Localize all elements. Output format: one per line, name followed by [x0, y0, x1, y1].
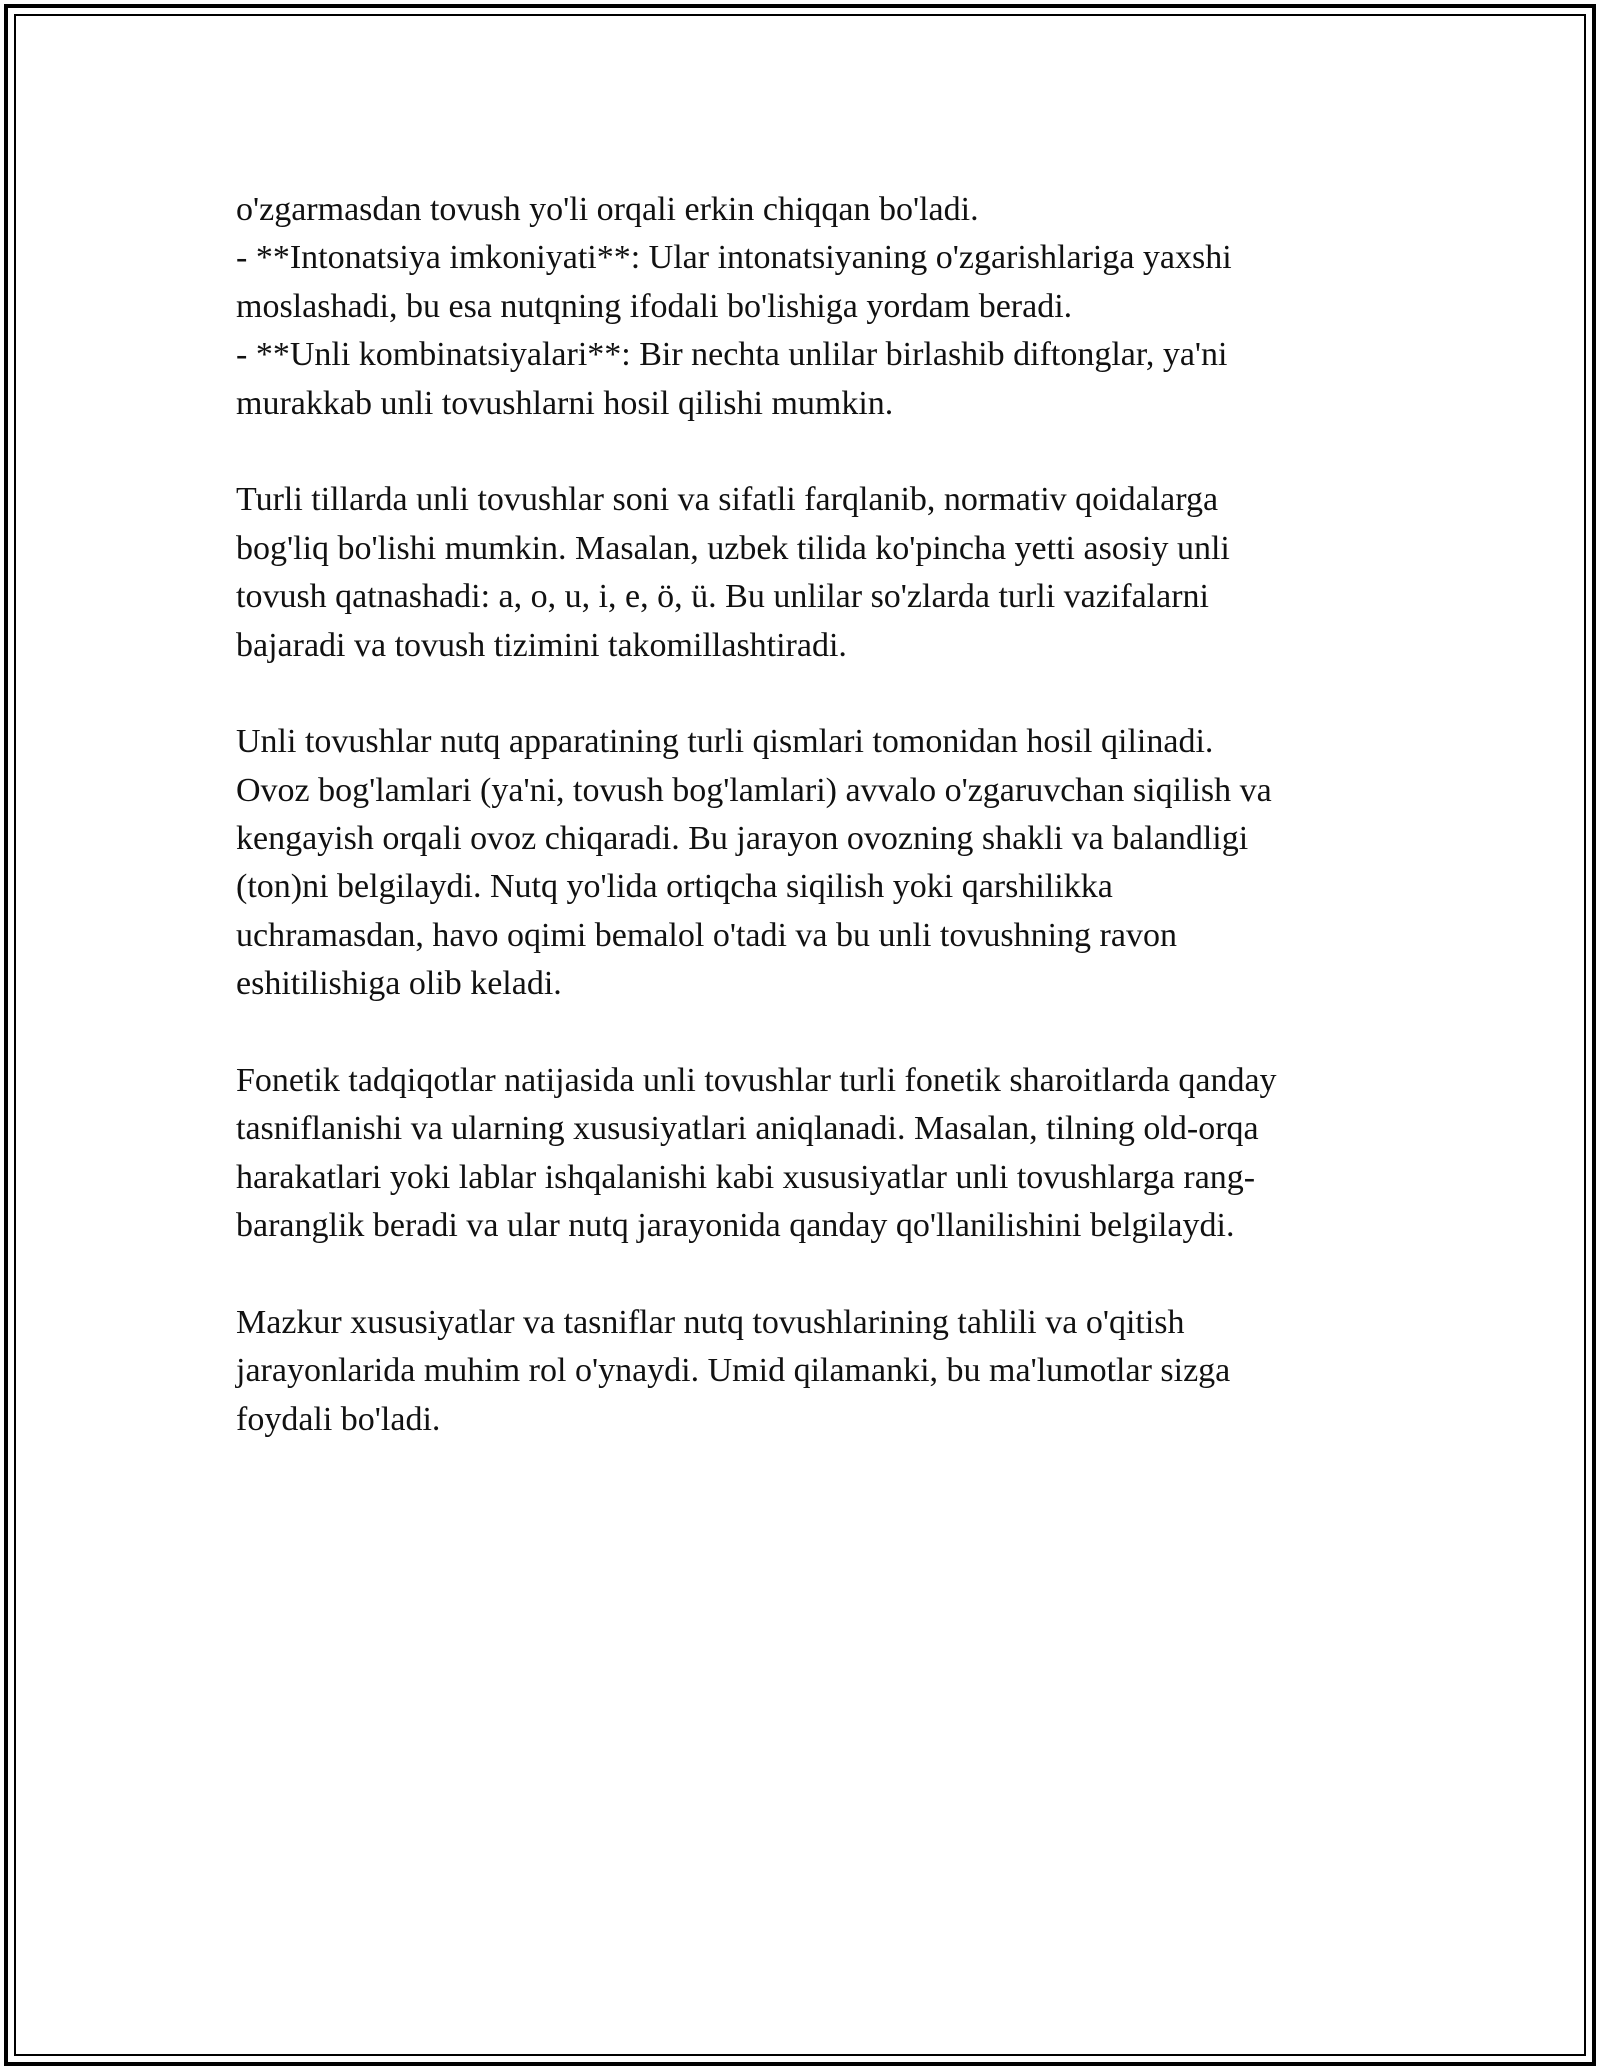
text-line: Fonetik tadqiqotlar natijasida unli tovushlar turli fonetik sharoitlarda qanday	[236, 1062, 1277, 1100]
text-line: - **Unli kombinatsiyalari**: Bir nechta unlilar birlashib diftonglar, ya'ni	[236, 336, 1228, 374]
text-line: eshitilishiga olib keladi.	[236, 965, 562, 1003]
text-line: o'zgarmasdan tovush yo'li orqali erkin chiqqan bo'ladi.	[236, 191, 979, 228]
text-line: foydali bo'ladi.	[236, 1400, 441, 1438]
document-body	[236, 186, 1386, 1444]
text-line: (ton)ni belgilaydi. Nutq yo'lida ortiqcha siqilish yoki qarshilikka	[236, 868, 1113, 906]
text-line: baranglik beradi va ular nutq jarayonida qanday qo'llanilishini belgilaydi.	[236, 1207, 1235, 1245]
paragraph-gap	[236, 1251, 1386, 1299]
text-line: murakkab unli tovushlarni hosil qilishi mumkin.	[236, 384, 894, 422]
text-line: bog'liq bo'lishi mumkin. Masalan, uzbek tilida ko'pincha yetti asosiy unli	[236, 529, 1230, 567]
text-line: moslashadi, bu esa nutqning ifodali bo'lishiga yordam beradi.	[236, 287, 1073, 325]
text-line: Ovoz bog'lamlari (ya'ni, tovush bog'lamlari) avvalo o'zgaruvchan siqilish va	[236, 771, 1272, 809]
paragraph-gap	[236, 428, 1386, 476]
paragraph-gap	[236, 1009, 1386, 1057]
text-line: tovush qatnashadi: a, o, u, i, e, ö, ü. Bu unlilar so'zlarda turli vazifalarni	[236, 578, 1209, 616]
text-line: tasniflanishi va ularning xususiyatlari aniqlanadi. Masalan, tilning old-orqa	[236, 1110, 1259, 1148]
text-line: - **Intonatsiya imkoniyati**: Ular intonatsiyaning o'zgarishlariga yaxshi	[236, 239, 1232, 277]
text-line: Unli tovushlar nutq apparatining turli qismlari tomonidan hosil qilinadi.	[236, 723, 1214, 761]
text-line: Mazkur xususiyatlar va tasniflar nutq tovushlarining tahlili va o'qitish	[236, 1303, 1185, 1341]
text-line: bajaradi va tovush tizimini takomillashtiradi.	[236, 626, 847, 664]
text-line: harakatlari yoki lablar ishqalanishi kabi xususiyatlar unli tovushlarga rang-	[236, 1158, 1256, 1196]
text-line: kengayish orqali ovoz chiqaradi. Bu jarayon ovozning shakli va balandligi	[236, 820, 1249, 858]
paragraph-gap	[236, 670, 1386, 718]
text-line: Turli tillarda unli tovushlar soni va sifatli farqlanib, normativ qoidalarga	[236, 481, 1219, 519]
text-line: uchramasdan, havo oqimi bemalol o'tadi va bu unli tovushning ravon	[236, 916, 1177, 954]
text-line: jarayonlarida muhim rol o'ynaydi. Umid qilamanki, bu ma'lumotlar sizga	[236, 1352, 1231, 1390]
